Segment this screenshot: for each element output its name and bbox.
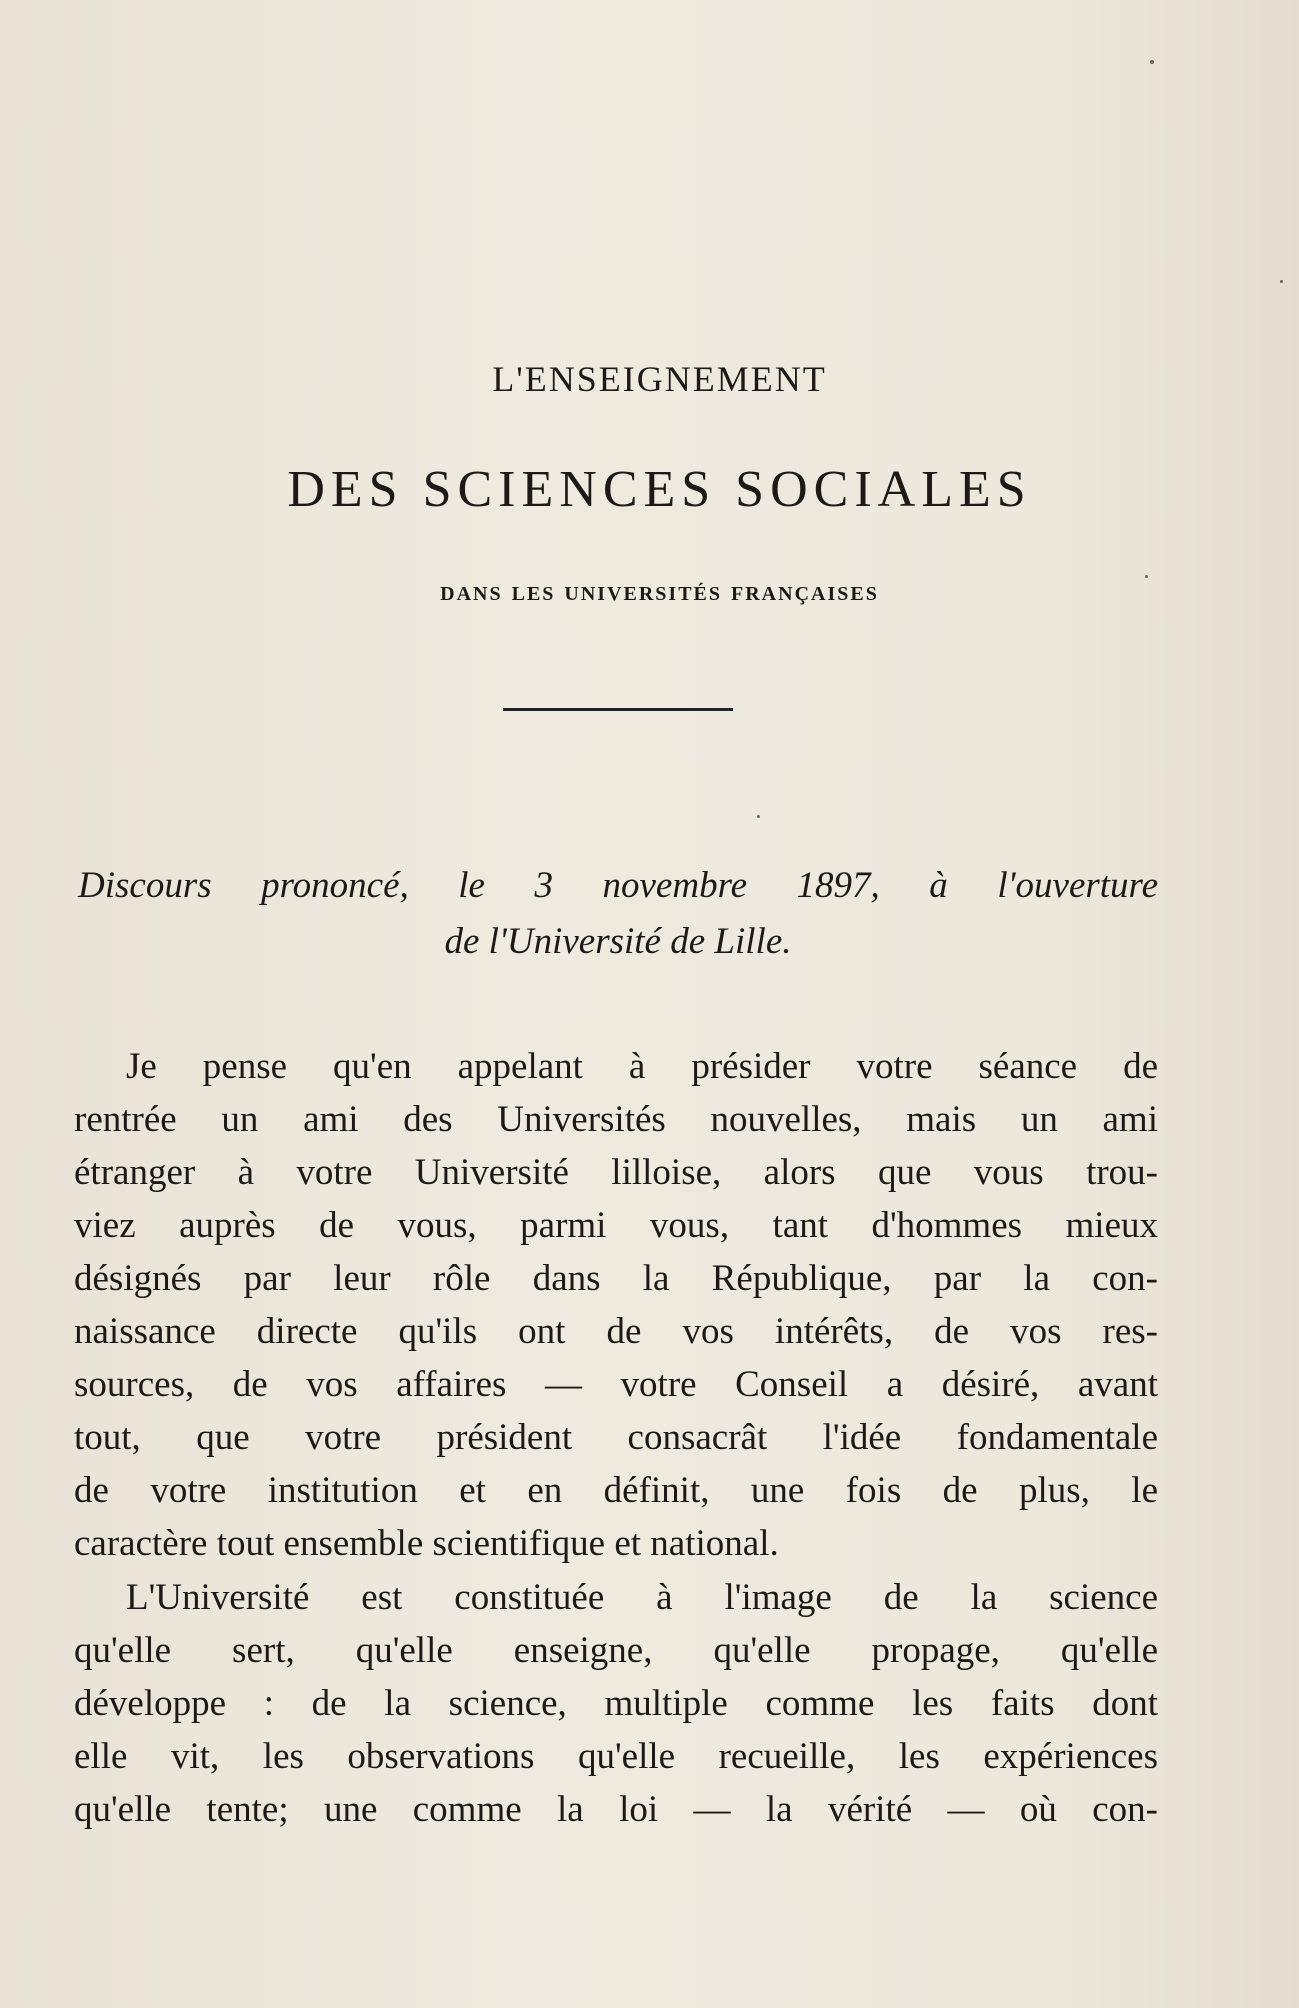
title-divider-rule bbox=[503, 708, 733, 711]
chapter-subtitle: dans les universités françaises bbox=[440, 576, 879, 607]
speech-dedication bbox=[78, 858, 1158, 970]
chapter-title-line-2: DES SCIENCES SOCIALES bbox=[287, 461, 1032, 518]
paper-speck bbox=[1150, 60, 1154, 64]
text-line: L'Université est constituée à l'image de la science bbox=[126, 1577, 1158, 1618]
text-line: étranger à votre Université lilloise, alors que vous trou- bbox=[74, 1152, 1158, 1193]
text-line: développe : de la science, multiple comme les faits dont bbox=[74, 1683, 1158, 1724]
text-line: qu'elle sert, qu'elle enseigne, qu'elle propage, qu'elle bbox=[74, 1630, 1158, 1671]
dedication-line-2: de l'Université de Lille. bbox=[444, 921, 792, 962]
paper-speck bbox=[757, 815, 760, 818]
text-line: tout, que votre président consacrât l'idée fondamentale bbox=[74, 1417, 1158, 1458]
text-line: désignés par leur rôle dans la République, par la con- bbox=[74, 1258, 1158, 1299]
text-line: caractère tout ensemble scientifique et national. bbox=[74, 1523, 779, 1564]
paper-speck bbox=[1280, 280, 1283, 283]
text-line: rentrée un ami des Universités nouvelles, mais un ami bbox=[74, 1099, 1158, 1140]
paragraph-1 bbox=[74, 1040, 1158, 1570]
text-line: de votre institution et en définit, une fois de plus, le bbox=[74, 1470, 1158, 1511]
text-line: elle vit, les observations qu'elle recueille, les expériences bbox=[74, 1736, 1158, 1777]
text-line: viez auprès de vous, parmi vous, tant d'hommes mieux bbox=[74, 1205, 1158, 1246]
dedication-line-1: Discours prononcé, le 3 novembre 1897, à l'ouverture bbox=[78, 865, 1158, 906]
text-line: sources, de vos affaires — votre Conseil a désiré, avant bbox=[74, 1364, 1158, 1405]
text-line: Je pense qu'en appelant à présider votre séance de bbox=[126, 1046, 1158, 1087]
text-line: naissance directe qu'ils ont de vos intérêts, de vos res- bbox=[74, 1311, 1158, 1352]
chapter-title-line-1: L'ENSEIGNEMENT bbox=[492, 359, 827, 399]
paragraph-2 bbox=[74, 1571, 1158, 1836]
text-line: qu'elle tente; une comme la loi — la vérité — où con- bbox=[74, 1789, 1158, 1830]
